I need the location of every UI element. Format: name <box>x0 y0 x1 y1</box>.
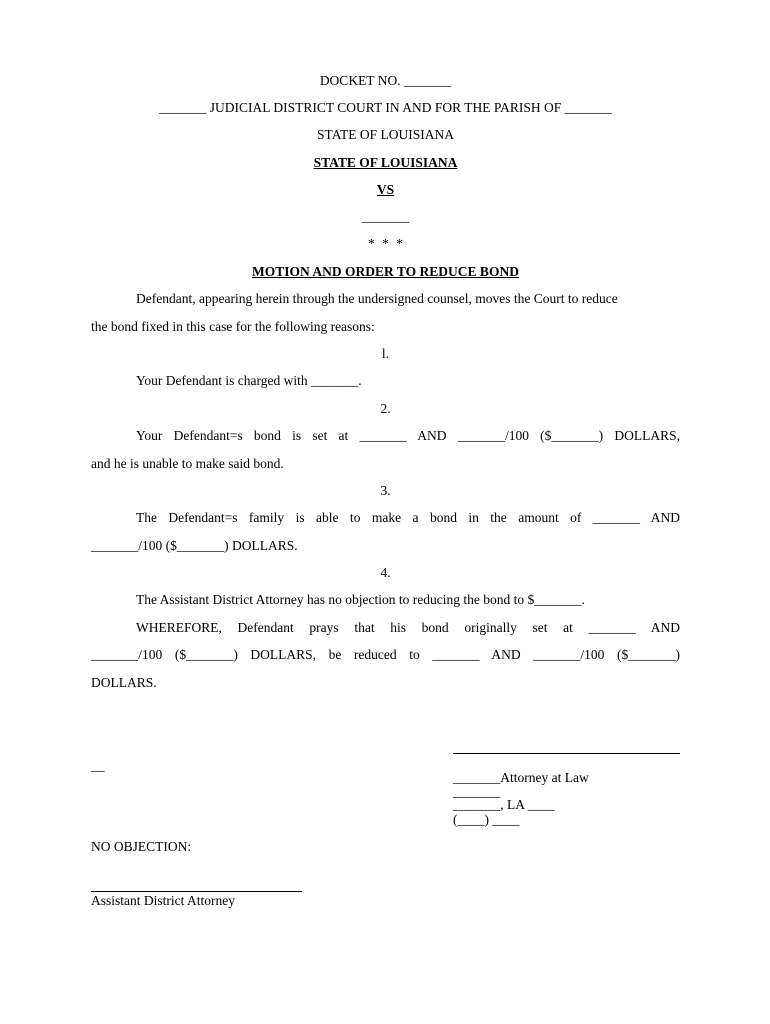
caption-plaintiff <box>91 155 680 171</box>
item-number-1: l. <box>381 346 390 361</box>
item-number-2: 2. <box>380 401 391 416</box>
attorney-signature-line <box>453 753 680 754</box>
caption-stars: * * * <box>368 236 403 251</box>
document-title-row <box>91 264 680 280</box>
item-number-4: 4. <box>380 565 391 580</box>
attorney-phone: (____) ____ <box>453 812 520 827</box>
item-1-text: Your Defendant is charged with _______. <box>136 373 362 388</box>
item-2-text-line-1: Your Defendant=s bond is set at _______ AND _______/100 ($_______) DOLLARS, <box>136 428 680 443</box>
docket-number: DOCKET NO. _______ <box>319 73 452 88</box>
ada-signature-line <box>91 891 302 892</box>
wherefore-line-1: WHEREFORE, Defendant prays that his bond originally set at _______ AND <box>136 620 680 635</box>
attorney-name: _______Attorney at Law <box>453 770 589 785</box>
caption-versus <box>91 182 680 198</box>
left-blank-mark: __ <box>91 758 105 773</box>
wherefore-line-2: _______/100 ($_______) DOLLARS, be reduced to _______ AND _______/100 ($_______) <box>91 647 680 662</box>
no-objection-label: NO OBJECTION: <box>91 839 192 854</box>
intro-line-2: the bond fixed in this case for the following reasons: <box>91 319 375 334</box>
state-heading: STATE OF LOUISIANA <box>317 127 454 142</box>
court-name: _______ JUDICIAL DISTRICT COURT IN AND FOR THE PARISH OF _______ <box>159 100 612 115</box>
versus-label: VS <box>376 182 395 197</box>
plaintiff-name: STATE OF LOUISIANA <box>313 155 458 170</box>
item-3-text-line-1: The Defendant=s family is able to make a bond in the amount of _______ AND <box>136 510 680 525</box>
item-3-text-line-2: _______/100 ($_______) DOLLARS. <box>91 538 298 553</box>
item-4-text: The Assistant District Attorney has no objection to reducing the bond to $_______. <box>136 592 585 607</box>
document-title: MOTION AND ORDER TO REDUCE BOND <box>252 264 519 279</box>
attorney-address: _______ <box>453 784 501 799</box>
ada-title: Assistant District Attorney <box>91 893 235 908</box>
attorney-city: _______, LA ____ <box>453 797 555 812</box>
intro-line-1: Defendant, appearing herein through the undersigned counsel, moves the Court to reduce <box>136 291 618 306</box>
wherefore-line-3: DOLLARS. <box>91 675 157 690</box>
item-number-3: 3. <box>380 483 391 498</box>
caption-defendant: _______ <box>361 209 410 224</box>
item-2-text-line-2: and he is unable to make said bond. <box>91 456 284 471</box>
